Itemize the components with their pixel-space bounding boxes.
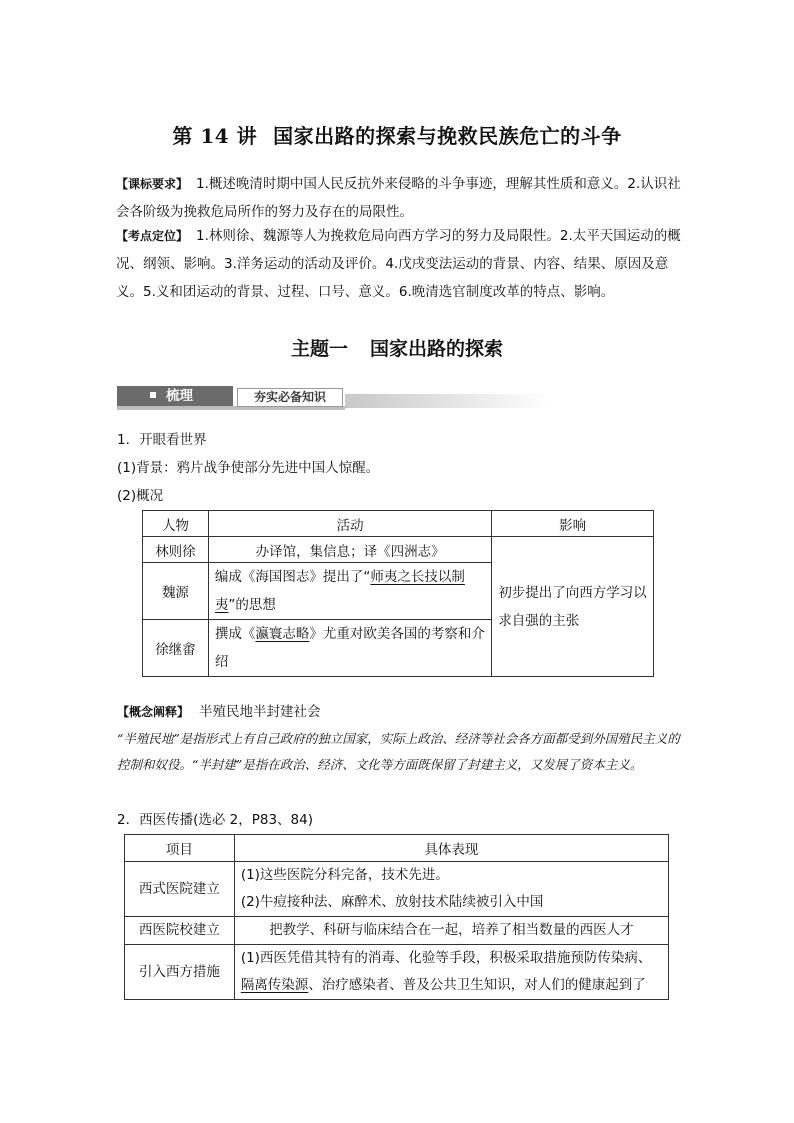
table-header-row — [143, 511, 654, 537]
table-header: 影响 — [492, 511, 654, 537]
detail-underlined: 隔离传染源 — [240, 977, 309, 993]
table-header: 项目 — [125, 835, 235, 862]
detail-line: (1)这些医院分科完备，技术先进。 — [240, 867, 449, 883]
banner-light-label: 夯实必备知识 — [237, 388, 343, 407]
table-row — [125, 945, 669, 1000]
activity-cell: 办译馆，集信息；译《四洲志》 — [208, 537, 491, 563]
activity-text: 编成《海国图志》提出了“ — [214, 569, 371, 585]
banner-dark-label: 梳理 — [166, 388, 193, 404]
lecture-number: 第 14 讲 — [172, 124, 258, 148]
table-header-row — [125, 835, 669, 862]
concept-title: 半殖民地半封建社会 — [199, 704, 321, 720]
exam-focus — [116, 222, 686, 306]
section-title — [0, 334, 794, 361]
section-name: 国家出路的探索 — [370, 338, 504, 360]
table-header: 人物 — [143, 511, 209, 537]
detail-text: 、治疗感染者、普及公共卫生知识，对人们的健康起到了 — [308, 977, 646, 993]
lecture-title — [0, 120, 794, 149]
item1-overview: (2)概况 — [117, 488, 164, 504]
explorers-table — [142, 510, 654, 677]
activity-text: ”的思想 — [228, 597, 276, 613]
table-header: 具体表现 — [234, 835, 668, 862]
detail-line: (1)西医凭借其特有的消毒、化验等手段，积极采取措施预防传染病、 — [240, 950, 652, 966]
concept-tag: 【概念阐释】 — [117, 705, 190, 719]
activity-text: 撰成《 — [214, 626, 256, 642]
lecture-name: 国家出路的探索与挽救民族危亡的斗争 — [273, 124, 622, 148]
person-cell: 林则徐 — [143, 537, 209, 563]
item-cell: 西医院校建立 — [125, 917, 235, 945]
detail-cell — [234, 862, 668, 917]
activity-underlined: 师夷之长技以制夷 — [214, 569, 465, 613]
focus-text: 1.林则徐、魏源等人为挽救危局向西方学习的努力及局限性。2.太平天国运动的概况、纲领、影响。3.洋务运动的活动及评价。4.戊戌变法运动的背景、内容、结果、原因及意义。5.义和团运动的背景、过程、口号、意义。6.晚清选官制度改革的特点、影响。 — [116, 228, 681, 300]
activity-text: 》尤重对欧美各国的考察和介绍 — [214, 626, 485, 670]
table-row — [125, 862, 669, 917]
square-bullet-icon — [150, 392, 156, 398]
standard-requirements — [116, 170, 686, 226]
banner-fade — [345, 394, 549, 408]
item2-heading: 2．西医传播(选必 2，P83、84) — [117, 812, 314, 828]
standard-text: 1.概述晚清时期中国人民反抗外来侵略的斗争事迹，理解其性质和意义。2.认识社会各阶级为挽救危局所作的努力及存在的局限性。 — [116, 176, 681, 220]
detail-cell: 把教学、科研与临床结合在一起，培养了相当数量的西医人才 — [234, 917, 668, 945]
item-cell: 西式医院建立 — [125, 862, 235, 917]
section-number: 主题一 — [290, 338, 348, 360]
table-row — [125, 917, 669, 945]
concept-heading — [117, 700, 321, 720]
item1-heading: 1．开眼看世界 — [117, 432, 207, 448]
standard-tag: 【课标要求】 — [116, 177, 189, 191]
item1-background: (1)背景：鸦片战争使部分先进中国人惊醒。 — [117, 460, 380, 476]
section-banner — [117, 386, 433, 410]
banner-dark-block — [117, 386, 233, 406]
table-header: 活动 — [208, 511, 491, 537]
concept-body: “半殖民地”是指形式上有自己政府的独立国家，实际上政治、经济等社会各方面都受到外国殖民主义的控制和奴役。“半封建”是指在政治、经济、文化等方面既保留了封建主义，又发展了资本主义。 — [117, 731, 680, 772]
item-cell: 引入西方措施 — [125, 945, 235, 1000]
activity-cell — [208, 620, 491, 677]
person-cell: 魏源 — [143, 563, 209, 620]
activity-cell — [208, 563, 491, 620]
activity-underlined: 瀛寰志略 — [255, 626, 310, 642]
detail-line: (2)牛痘接种法、麻醉术、放射技术陆续被引入中国 — [240, 894, 544, 910]
focus-tag: 【考点定位】 — [116, 229, 189, 243]
person-cell: 徐继畬 — [143, 620, 209, 677]
western-medicine-table — [124, 834, 669, 1000]
detail-line — [241, 972, 662, 999]
influence-cell: 初步提出了向西方学习以求自强的主张 — [492, 537, 654, 677]
detail-cell — [234, 945, 668, 1000]
table-row — [143, 537, 654, 563]
